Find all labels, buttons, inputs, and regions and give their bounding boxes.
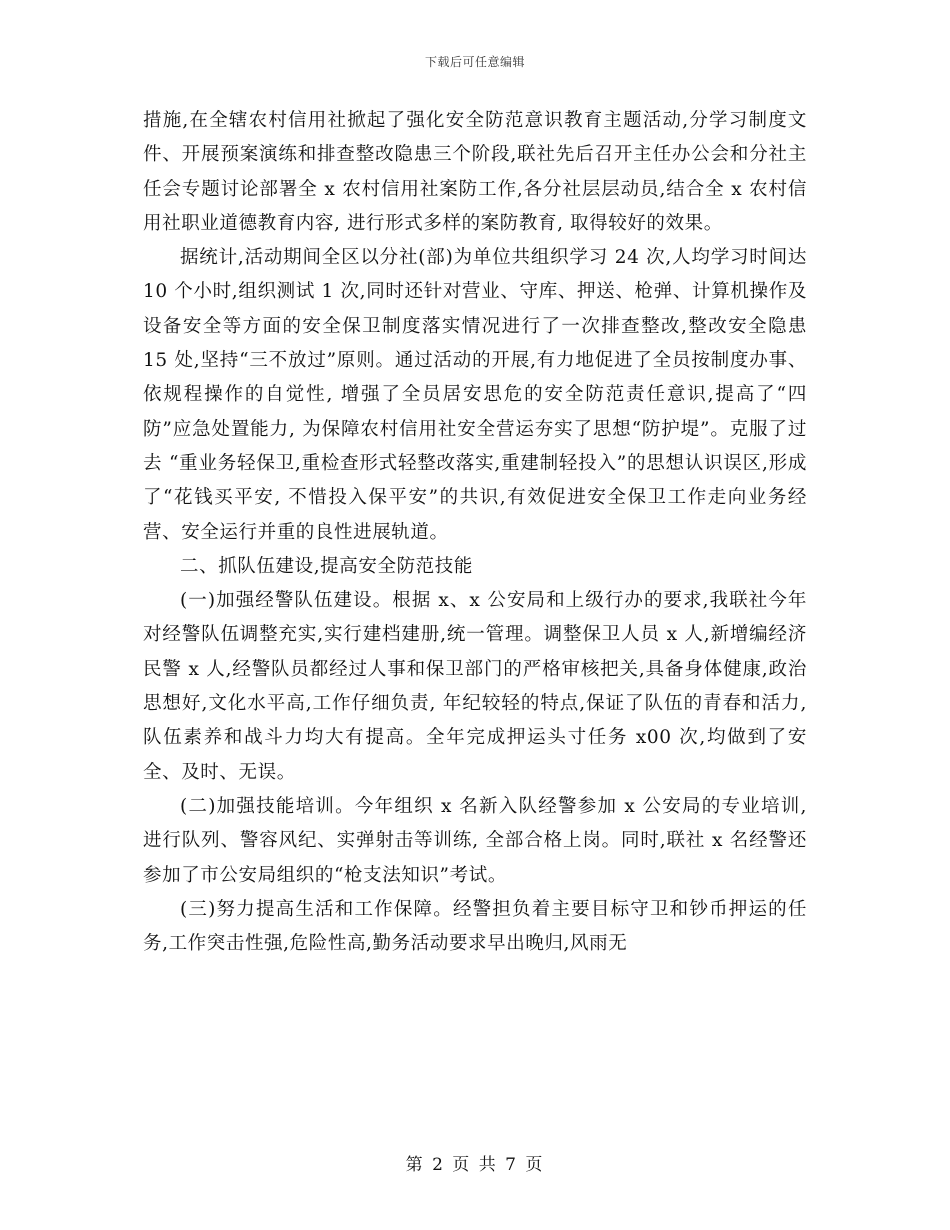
paragraph-3: (一)加强经警队伍建设。根据 x、x 公安局和上级行办的要求,我联社今年对经警队伍调整充实,实行建档建册,统一管理。调整保卫人员 x 人,新增编经济民警 x 人,经警队员都经过人事和保卫部门的严格审核把关,具备身体健康,政治思想好,文化水平高,工作仔细负责, 年纪较轻的特点,保证了队伍的青春和活力,队伍素养和战斗力均大有提高。全年完成押运头寸任务 x00 次,均做到了安全、及时、无误。 bbox=[143, 590, 807, 783]
paragraph-4: (二)加强技能培训。今年组织 x 名新入队经警参加 x 公安局的专业培训, 进行队列、警容风纪、实弹射击等训练, 全部合格上岗。同时,联社 x 名经警还参加了市公安局组织的“枪支法知识”考试。 bbox=[143, 795, 807, 886]
section-heading: 二、抓队伍建设,提高安全防范技能 bbox=[180, 555, 473, 577]
paragraph-2: 据统计,活动期间全区以分社(部)为单位共组织学习 24 次,人均学习时间达 10 个小时,组织测试 1 次,同时还针对营业、守库、押送、枪弹、计算机操作及设备安全等方面的安全保卫制度落实情况进行了一次排查整改,整改安全隐患 15 处,坚持“三不放过”原则。通过活动的开展,有力地促进了全员按制度办事、依规程操作的自觉性, 增强了全员居安思危的安全防范责任意识,提高了“四防”应急处置能力, 为保障农村信用社安全营运夯实了思想“防护堤”。克服了过去 “重业务轻保卫,重检查形式轻整改落实,重建制轻投入”的思想认识误区,形成了“花钱买平安, 不惜投入保平安”的共识,有效促进安全保卫工作走向业务经营、安全运行并重的良性进展轨道。 bbox=[143, 247, 807, 543]
page-header: 下载后可任意编辑 bbox=[424, 55, 525, 69]
document-body bbox=[143, 104, 807, 961]
paragraph-5: (三)努力提高生活和工作保障。经警担负着主要目标守卫和钞币押运的任务,工作突击性强,危险性高,勤务活动要求早出晚归,风雨无 bbox=[143, 898, 807, 955]
page-footer: 第 2 页 共 7 页 bbox=[405, 1155, 545, 1175]
paragraph-1: 措施,在全辖农村信用社掀起了强化安全防范意识教育主题活动,分学习制度文件、开展预案演练和排查整改隐患三个阶段,联社先后召开主任办公会和分社主任会专题讨论部署全 x 农村信用社案防工作,各分社层层动员,结合全 x 农村信用社职业道德教育内容, 进行形式多样的案防教育, 取得较好的效果。 bbox=[143, 110, 807, 234]
